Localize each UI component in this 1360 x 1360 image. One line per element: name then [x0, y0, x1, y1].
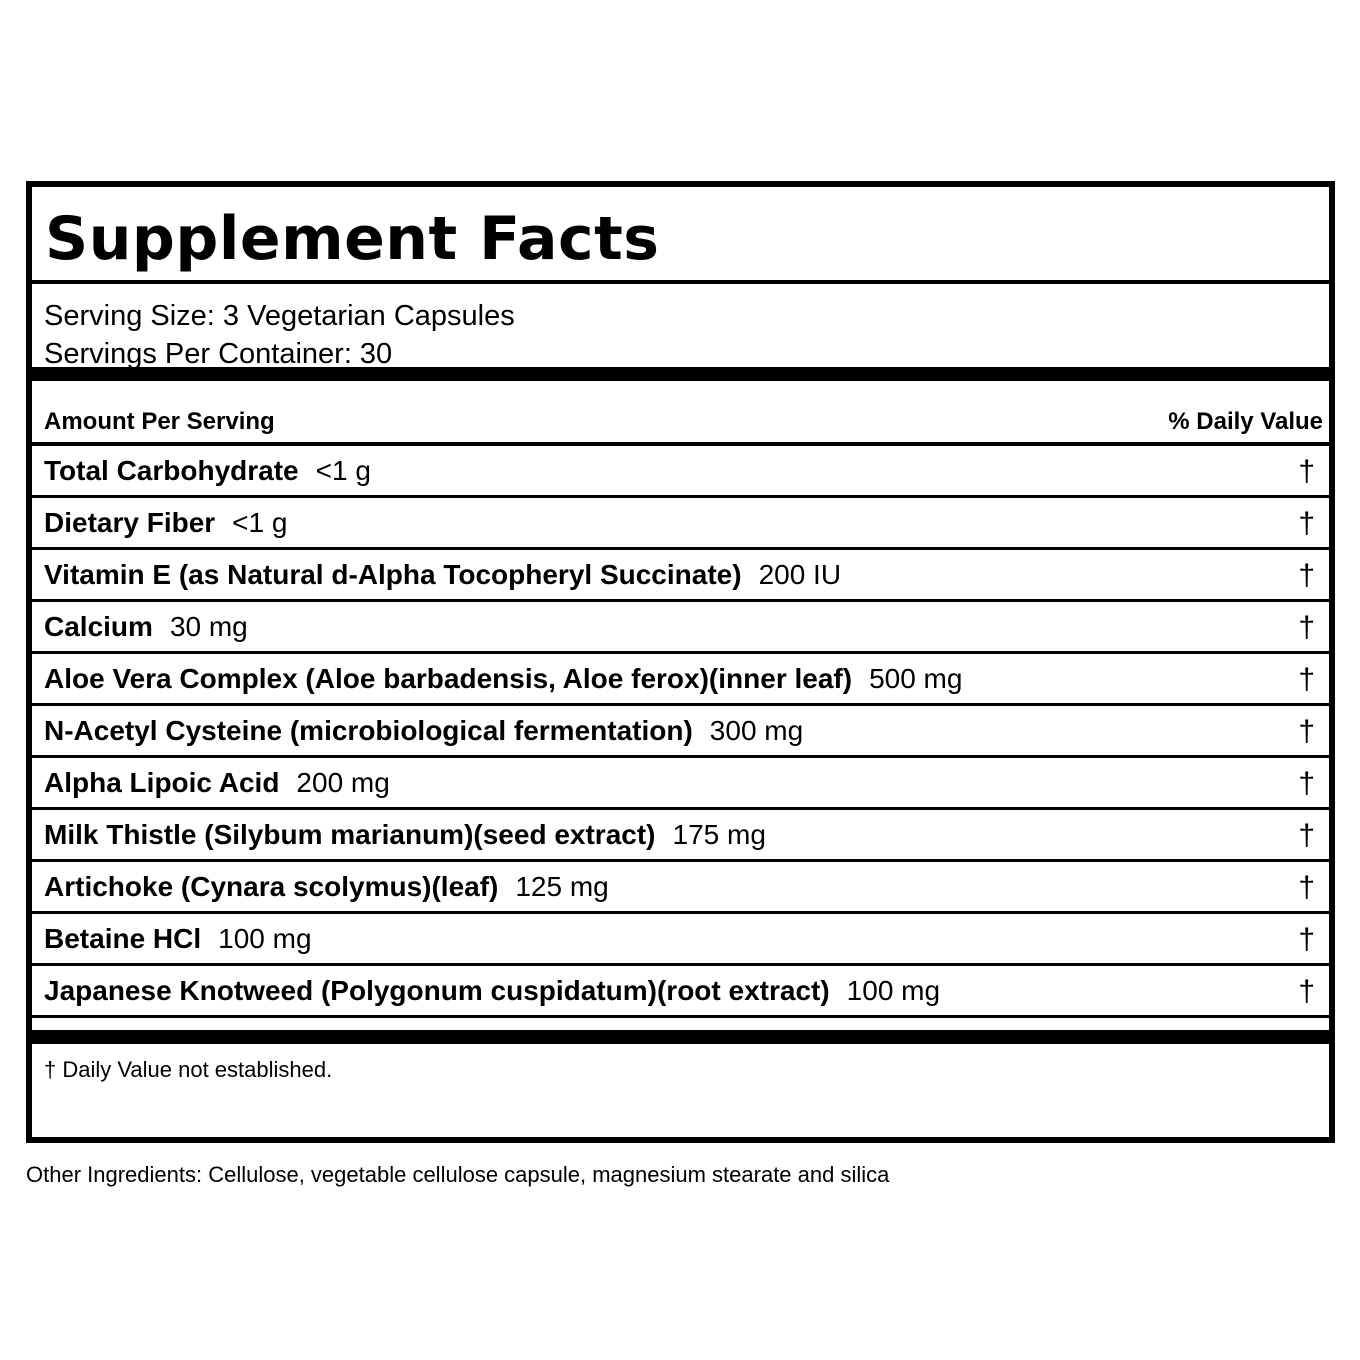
ingredient-name: Betaine HCl	[44, 923, 202, 954]
ingredient-amount: 30 mg	[169, 611, 248, 642]
other-ingredients: Other Ingredients: Cellulose, vegetable cellulose capsule, magnesium stearate and silica	[26, 1162, 890, 1187]
title-section	[32, 187, 1329, 284]
ingredient-name: Total Carbohydrate	[44, 455, 299, 486]
table-row	[32, 602, 1329, 654]
ingredient-name: Aloe Vera Complex (Aloe barbadensis, Aloe ferox)(inner leaf)	[44, 663, 853, 694]
serving-size: Serving Size: 3 Vegetarian Capsules	[44, 300, 515, 332]
ingredient-amount: 125 mg	[515, 871, 609, 902]
ingredient-amount: 500 mg	[869, 663, 963, 694]
serving-section	[32, 284, 1329, 381]
daily-value-header: % Daily Value	[1168, 408, 1323, 435]
daily-value-footnote: † Daily Value not established.	[44, 1057, 333, 1082]
daily-value-mark: †	[1298, 767, 1315, 800]
table-row	[32, 550, 1329, 602]
ingredient-rows	[32, 446, 1329, 1018]
daily-value-mark: †	[1298, 455, 1315, 488]
daily-value-mark: †	[1298, 663, 1315, 696]
ingredient-amount: 200 IU	[758, 559, 842, 590]
table-row	[32, 654, 1329, 706]
section-divider	[32, 1030, 1329, 1044]
daily-value-mark: †	[1298, 507, 1315, 540]
table-row	[32, 498, 1329, 550]
table-row	[32, 966, 1329, 1018]
ingredient-amount: 200 mg	[296, 767, 390, 798]
ingredient-amount: 175 mg	[672, 819, 766, 850]
daily-value-mark: †	[1298, 715, 1315, 748]
ingredient-name: Japanese Knotweed (Polygonum cuspidatum)(root extract)	[44, 975, 830, 1006]
daily-value-mark: †	[1298, 871, 1315, 904]
ingredient-name: Vitamin E (as Natural d-Alpha Tocopheryl Succinate)	[44, 559, 742, 590]
panel-title: Supplement Facts	[45, 204, 660, 274]
ingredient-amount: <1 g	[315, 455, 371, 486]
amount-per-serving-header: Amount Per Serving	[44, 408, 275, 435]
ingredient-amount: <1 g	[232, 507, 288, 538]
ingredient-name: Alpha Lipoic Acid	[44, 767, 280, 798]
servings-per-container: Servings Per Container: 30	[44, 338, 393, 370]
ingredient-amount: 300 mg	[709, 715, 804, 746]
ingredient-name: Milk Thistle (Silybum marianum)(seed extract)	[44, 819, 656, 850]
ingredient-name: Artichoke (Cynara scolymus)(leaf)	[44, 871, 499, 902]
supplement-facts-panel	[26, 181, 1335, 1143]
table-row	[32, 446, 1329, 498]
daily-value-mark: †	[1298, 819, 1315, 852]
ingredient-amount: 100 mg	[218, 923, 312, 954]
table-row	[32, 810, 1329, 862]
daily-value-mark: †	[1298, 611, 1315, 644]
ingredient-name: N-Acetyl Cysteine (microbiological fermentation)	[44, 715, 693, 746]
ingredient-name: Dietary Fiber	[44, 507, 216, 538]
table-row	[32, 862, 1329, 914]
table-row	[32, 706, 1329, 758]
table-row	[32, 914, 1329, 966]
ingredient-name: Calcium	[44, 611, 153, 642]
table-row	[32, 758, 1329, 810]
daily-value-mark: †	[1298, 923, 1315, 956]
daily-value-mark: †	[1298, 559, 1315, 592]
daily-value-mark: †	[1298, 975, 1315, 1008]
column-header-row	[32, 395, 1329, 446]
ingredient-amount: 100 mg	[846, 975, 941, 1006]
